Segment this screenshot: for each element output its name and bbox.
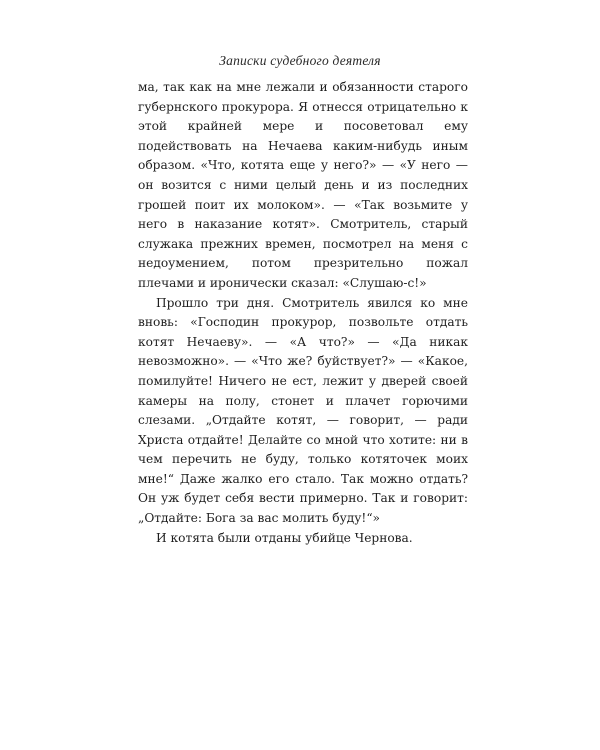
paragraph-kittens-returned: И котята были отданы убийце Чернова.: [156, 530, 413, 545]
paragraph-continuation: ма, так как на мне лежали и обязанности старого губернского прокурора. Я отнесся отрицательно к этой крайней мере и посоветовал ему подействовать на Нечаева каким-нибудь иным образом. «Что, котята еще у него?» — «У него — он возится с ними целый день и из последних грошей поит их молоком». — «Так возьмите у него в наказание котят». Смотритель, старый служака прежних времен, посмотрел на меня с недоумением, потом презрительно пожал плечами и иронически сказал: «Слушаю-с!»: [138, 80, 468, 290]
paragraph-three-days-later: Прошло три дня. Смотритель явился ко мне вновь: «Господин прокурор, позвольте отдать котят Нечаеву». — «А что?» — «Да никак невозможно». — «Что же? буйствует?» — «Какое, помилуйте! Ничего не ест, лежит у дверей своей камеры на полу, стонет и плачет горючими слезами. „Отдайте котят, — говорит, — ради Христа отдайте! Делайте со мной что хотите: ни в чем перечить не буду, только котяточек моих мне!“ Даже жалко его стало. Так можно отдать? Он уж будет себя вести примерно. Так и говорит: „Отдайте: Бога за вас молить буду!“»: [138, 295, 468, 526]
running-header: Записки судебного деятеля: [219, 53, 381, 68]
text-block: [138, 78, 468, 548]
